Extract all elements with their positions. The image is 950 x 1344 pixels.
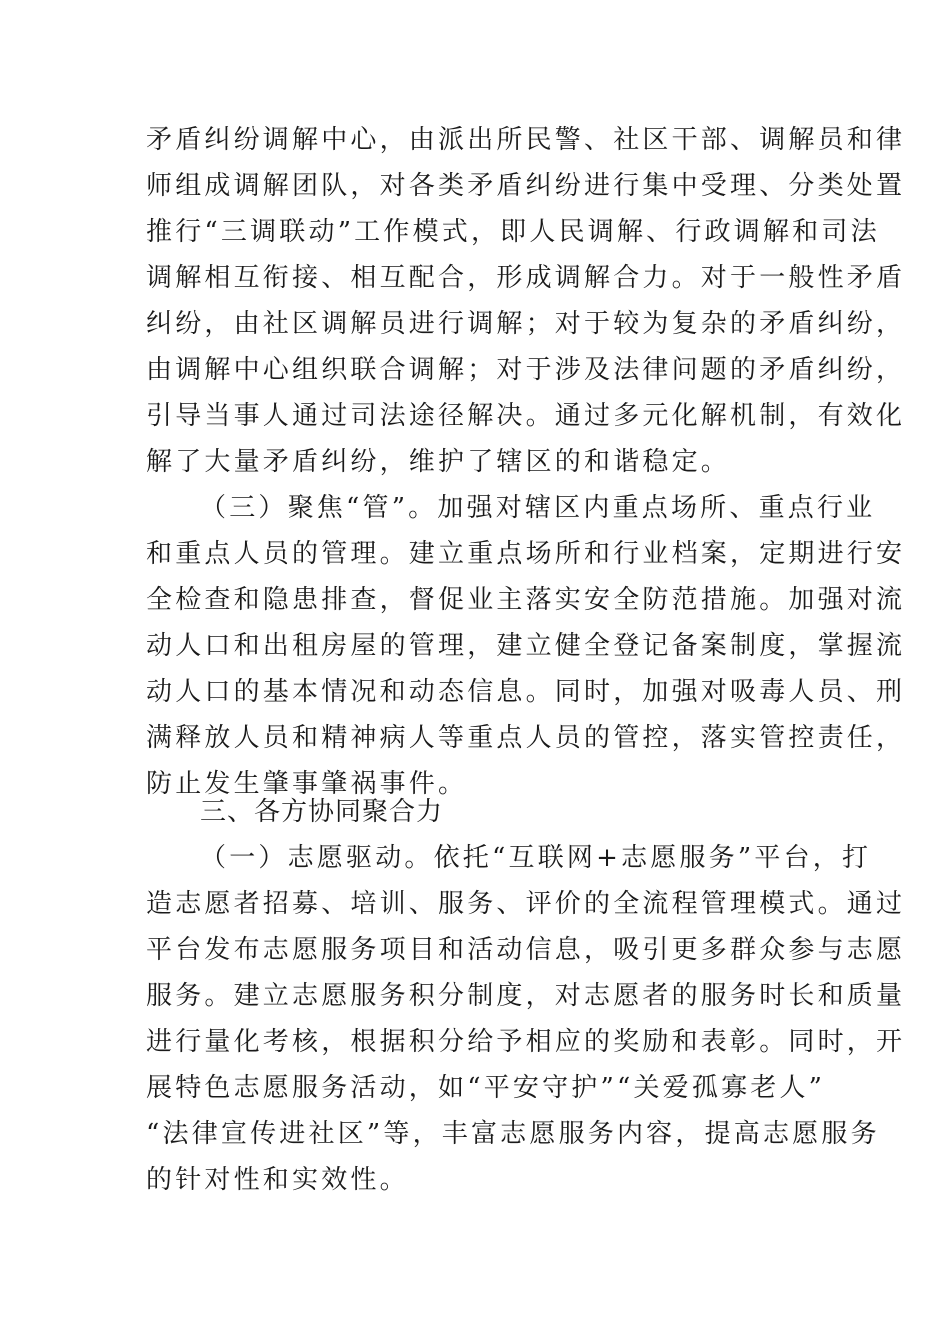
text-line: （一）志愿驱动。依托“互联网+志愿服务”平台，打 — [200, 843, 872, 873]
text-line: 矛盾纠纷调解中心，由派出所民警、社区干部、调解员和律 — [146, 125, 906, 155]
section-heading: 三、各方协同聚合力 — [200, 797, 444, 827]
text-line: 纠纷，由社区调解员进行调解；对于较为复杂的矛盾纠纷， — [146, 309, 906, 339]
text-line: 师组成调解团队，对各类矛盾纠纷进行集中受理、分类处置 — [146, 171, 906, 201]
text-line: 平台发布志愿服务项目和活动信息，吸引更多群众参与志愿 — [146, 935, 906, 965]
text-line: 全检查和隐患排查，督促业主落实安全防范措施。加强对流 — [146, 585, 906, 615]
text-line: 防止发生肇事肇祸事件。 — [146, 769, 468, 799]
text-line: “法律宣传进社区”等，丰富志愿服务内容，提高志愿服务 — [146, 1119, 880, 1149]
text-line: 和重点人员的管理。建立重点场所和行业档案，定期进行安 — [146, 539, 906, 569]
text-line: 展特色志愿服务活动，如“平安守护”“关爱孤寡老人” — [146, 1073, 826, 1103]
text-line: 动人口的基本情况和动态信息。同时，加强对吸毒人员、刑 — [146, 677, 906, 707]
text-line: 满释放人员和精神病人等重点人员的管控，落实管控责任， — [146, 723, 906, 753]
text-line: 由调解中心组织联合调解；对于涉及法律问题的矛盾纠纷， — [146, 355, 906, 385]
text-line: 造志愿者招募、培训、服务、评价的全流程管理模式。通过 — [146, 889, 906, 919]
text-line: 推行“三调联动”工作模式，即人民调解、行政调解和司法 — [146, 217, 880, 247]
text-line: 动人口和出租房屋的管理，建立健全登记备案制度，掌握流 — [146, 631, 906, 661]
text-line: 服务。建立志愿服务积分制度，对志愿者的服务时长和质量 — [146, 981, 906, 1011]
text-line: 解了大量矛盾纠纷，维护了辖区的和谐稳定。 — [146, 447, 731, 477]
text-line: 引导当事人通过司法途径解决。通过多元化解机制，有效化 — [146, 401, 906, 431]
text-line: 的针对性和实效性。 — [146, 1165, 409, 1195]
text-line: （三）聚焦“管”。加强对辖区内重点场所、重点行业 — [200, 493, 876, 523]
text-line: 进行量化考核，根据积分给予相应的奖励和表彰。同时，开 — [146, 1027, 906, 1057]
text-line: 调解相互衔接、相互配合，形成调解合力。对于一般性矛盾 — [146, 263, 906, 293]
